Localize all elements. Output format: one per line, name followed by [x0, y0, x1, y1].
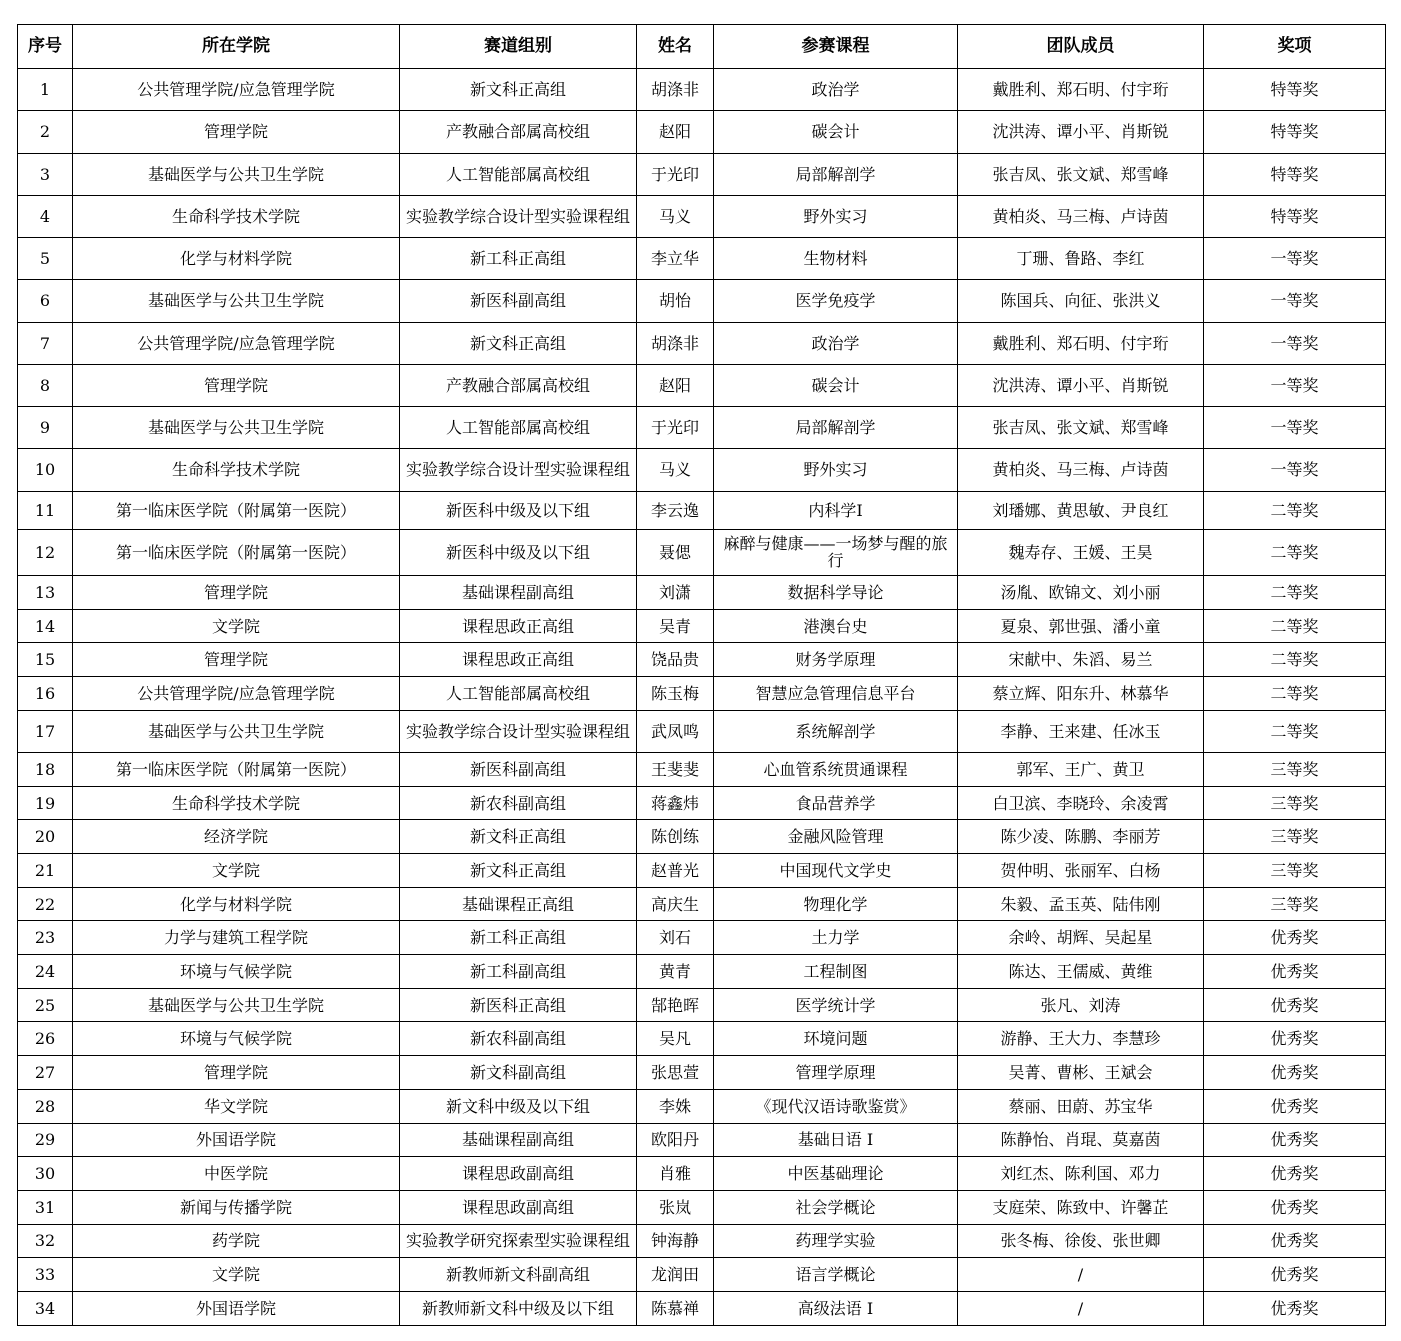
cell-team: 刘红杰、陈利国、邓力	[958, 1157, 1204, 1191]
cell-award: 一等奖	[1204, 364, 1386, 406]
cell-course: 财务学原理	[714, 643, 958, 677]
cell-name: 赵阳	[637, 364, 714, 406]
cell-team: 朱毅、孟玉英、陆伟刚	[958, 887, 1204, 921]
cell-team: 沈洪涛、谭小平、肖斯锐	[958, 111, 1204, 153]
table-row	[18, 854, 1386, 888]
cell-award: 二等奖	[1204, 710, 1386, 752]
cell-award: 二等奖	[1204, 643, 1386, 677]
cell-team: /	[958, 1258, 1204, 1292]
cell-award: 二等奖	[1204, 677, 1386, 711]
cell-award: 三等奖	[1204, 752, 1386, 786]
cell-name: 胡涤非	[637, 69, 714, 111]
cell-award: 特等奖	[1204, 195, 1386, 237]
table-row	[18, 1224, 1386, 1258]
cell-name: 吴凡	[637, 1022, 714, 1056]
cell-track: 课程思政正高组	[400, 643, 637, 677]
cell-team: 郭军、王广、黄卫	[958, 752, 1204, 786]
cell-award: 三等奖	[1204, 887, 1386, 921]
cell-name: 蒋鑫炜	[637, 786, 714, 820]
cell-track: 新文科正高组	[400, 69, 637, 111]
header-row	[18, 25, 1386, 69]
cell-team: 沈洪涛、谭小平、肖斯锐	[958, 364, 1204, 406]
cell-college: 管理学院	[73, 575, 400, 609]
cell-track: 新工科正高组	[400, 238, 637, 280]
cell-team: 白卫滨、李晓玲、余凌霄	[958, 786, 1204, 820]
cell-index: 12	[18, 529, 73, 575]
cell-course: 局部解剖学	[714, 407, 958, 449]
cell-team: 贺仲明、张丽军、白杨	[958, 854, 1204, 888]
table-row	[18, 921, 1386, 955]
table-row	[18, 407, 1386, 449]
cell-name: 于光印	[637, 407, 714, 449]
table-row	[18, 575, 1386, 609]
cell-name: 肖雅	[637, 1157, 714, 1191]
cell-course: 中医基础理论	[714, 1157, 958, 1191]
cell-index: 10	[18, 449, 73, 491]
cell-college: 第一临床医学院（附属第一医院）	[73, 491, 400, 529]
cell-college: 管理学院	[73, 111, 400, 153]
cell-index: 18	[18, 752, 73, 786]
cell-award: 三等奖	[1204, 820, 1386, 854]
table-row	[18, 529, 1386, 575]
cell-team: 戴胜利、郑石明、付宇珩	[958, 322, 1204, 364]
cell-course: 系统解剖学	[714, 710, 958, 752]
cell-name: 钟海静	[637, 1224, 714, 1258]
cell-course: 土力学	[714, 921, 958, 955]
cell-track: 新文科中级及以下组	[400, 1089, 637, 1123]
cell-course: 碳会计	[714, 364, 958, 406]
cell-track: 新农科副高组	[400, 1022, 637, 1056]
cell-team: 蔡立辉、阳东升、林慕华	[958, 677, 1204, 711]
cell-track: 基础课程副高组	[400, 575, 637, 609]
cell-award: 优秀奖	[1204, 1224, 1386, 1258]
cell-college: 生命科学技术学院	[73, 195, 400, 237]
cell-index: 15	[18, 643, 73, 677]
cell-course: 医学免疫学	[714, 280, 958, 322]
table-row	[18, 609, 1386, 643]
cell-track: 新医科副高组	[400, 752, 637, 786]
cell-team: 夏泉、郭世强、潘小童	[958, 609, 1204, 643]
cell-track: 产教融合部属高校组	[400, 111, 637, 153]
table-row	[18, 820, 1386, 854]
cell-track: 基础课程正高组	[400, 887, 637, 921]
table-row	[18, 1123, 1386, 1157]
cell-name: 龙润田	[637, 1258, 714, 1292]
cell-course: 智慧应急管理信息平台	[714, 677, 958, 711]
cell-name: 李云逸	[637, 491, 714, 529]
cell-college: 环境与气候学院	[73, 955, 400, 989]
cell-college: 管理学院	[73, 364, 400, 406]
cell-team: 张冬梅、徐俊、张世卿	[958, 1224, 1204, 1258]
cell-index: 7	[18, 322, 73, 364]
cell-college: 基础医学与公共卫生学院	[73, 280, 400, 322]
header-team: 团队成员	[958, 25, 1204, 69]
table-row	[18, 1190, 1386, 1224]
cell-course: 碳会计	[714, 111, 958, 153]
cell-course: 医学统计学	[714, 988, 958, 1022]
cell-team: 戴胜利、郑石明、付宇珩	[958, 69, 1204, 111]
cell-college: 环境与气候学院	[73, 1022, 400, 1056]
cell-name: 于光印	[637, 153, 714, 195]
cell-team: 陈静怡、肖琨、莫嘉茵	[958, 1123, 1204, 1157]
cell-track: 新教师新文科副高组	[400, 1258, 637, 1292]
cell-name: 王斐斐	[637, 752, 714, 786]
cell-college: 公共管理学院/应急管理学院	[73, 69, 400, 111]
cell-award: 优秀奖	[1204, 1022, 1386, 1056]
cell-college: 药学院	[73, 1224, 400, 1258]
cell-course: 野外实习	[714, 195, 958, 237]
cell-track: 新医科中级及以下组	[400, 491, 637, 529]
cell-name: 胡涤非	[637, 322, 714, 364]
cell-team: 游静、王大力、李慧珍	[958, 1022, 1204, 1056]
cell-course: 食品营养学	[714, 786, 958, 820]
cell-college: 第一临床医学院（附属第一医院）	[73, 752, 400, 786]
cell-name: 欧阳丹	[637, 1123, 714, 1157]
table-row	[18, 1022, 1386, 1056]
cell-course: 局部解剖学	[714, 153, 958, 195]
cell-course: 高级法语 I	[714, 1291, 958, 1325]
table-row	[18, 955, 1386, 989]
cell-track: 实验教学综合设计型实验课程组	[400, 195, 637, 237]
cell-name: 高庆生	[637, 887, 714, 921]
cell-college: 公共管理学院/应急管理学院	[73, 322, 400, 364]
cell-index: 20	[18, 820, 73, 854]
cell-index: 19	[18, 786, 73, 820]
cell-award: 优秀奖	[1204, 1291, 1386, 1325]
table-row	[18, 988, 1386, 1022]
cell-team: 张凡、刘涛	[958, 988, 1204, 1022]
cell-course: 药理学实验	[714, 1224, 958, 1258]
cell-college: 文学院	[73, 609, 400, 643]
header-award: 奖项	[1204, 25, 1386, 69]
cell-team: 蔡丽、田蔚、苏宝华	[958, 1089, 1204, 1123]
cell-college: 力学与建筑工程学院	[73, 921, 400, 955]
cell-course: 政治学	[714, 69, 958, 111]
awards-table	[17, 24, 1386, 1326]
cell-course: 物理化学	[714, 887, 958, 921]
cell-college: 基础医学与公共卫生学院	[73, 710, 400, 752]
cell-track: 新文科正高组	[400, 820, 637, 854]
table-row	[18, 786, 1386, 820]
cell-course: 麻醉与健康——一场梦与醒的旅行	[714, 529, 958, 575]
cell-college: 新闻与传播学院	[73, 1190, 400, 1224]
cell-track: 人工智能部属高校组	[400, 153, 637, 195]
cell-award: 优秀奖	[1204, 988, 1386, 1022]
cell-award: 优秀奖	[1204, 1157, 1386, 1191]
cell-index: 16	[18, 677, 73, 711]
table-row	[18, 322, 1386, 364]
cell-track: 新医科正高组	[400, 988, 637, 1022]
cell-course: 管理学原理	[714, 1056, 958, 1090]
header-college: 所在学院	[73, 25, 400, 69]
cell-course: 生物材料	[714, 238, 958, 280]
cell-name: 张岚	[637, 1190, 714, 1224]
table-row	[18, 491, 1386, 529]
cell-name: 武凤鸣	[637, 710, 714, 752]
cell-index: 30	[18, 1157, 73, 1191]
cell-award: 优秀奖	[1204, 955, 1386, 989]
cell-name: 陈创练	[637, 820, 714, 854]
cell-index: 8	[18, 364, 73, 406]
cell-course: 金融风险管理	[714, 820, 958, 854]
header-course: 参赛课程	[714, 25, 958, 69]
table-row	[18, 677, 1386, 711]
cell-award: 二等奖	[1204, 491, 1386, 529]
table-row	[18, 111, 1386, 153]
table-row	[18, 1056, 1386, 1090]
table-row	[18, 1291, 1386, 1325]
cell-course: 心血管系统贯通课程	[714, 752, 958, 786]
cell-name: 李立华	[637, 238, 714, 280]
cell-award: 一等奖	[1204, 449, 1386, 491]
cell-index: 26	[18, 1022, 73, 1056]
cell-track: 实验教学综合设计型实验课程组	[400, 710, 637, 752]
cell-track: 新工科正高组	[400, 921, 637, 955]
table-row	[18, 643, 1386, 677]
cell-team: 余岭、胡辉、吴起星	[958, 921, 1204, 955]
cell-course: 工程制图	[714, 955, 958, 989]
cell-track: 人工智能部属高校组	[400, 407, 637, 449]
cell-college: 生命科学技术学院	[73, 449, 400, 491]
cell-college: 管理学院	[73, 643, 400, 677]
cell-name: 黄青	[637, 955, 714, 989]
table-row	[18, 1089, 1386, 1123]
header-index: 序号	[18, 25, 73, 69]
cell-award: 优秀奖	[1204, 1123, 1386, 1157]
cell-index: 32	[18, 1224, 73, 1258]
cell-index: 3	[18, 153, 73, 195]
cell-team: 张吉凤、张文斌、郑雪峰	[958, 407, 1204, 449]
cell-name: 胡怡	[637, 280, 714, 322]
cell-college: 基础医学与公共卫生学院	[73, 407, 400, 449]
table-row	[18, 887, 1386, 921]
cell-team: 黄柏炎、马三梅、卢诗茵	[958, 195, 1204, 237]
cell-name: 陈慕禅	[637, 1291, 714, 1325]
cell-index: 34	[18, 1291, 73, 1325]
cell-name: 刘石	[637, 921, 714, 955]
cell-team: 陈达、王儒威、黄维	[958, 955, 1204, 989]
cell-index: 28	[18, 1089, 73, 1123]
cell-award: 特等奖	[1204, 69, 1386, 111]
cell-team: 刘璠娜、黄思敏、尹良红	[958, 491, 1204, 529]
cell-college: 华文学院	[73, 1089, 400, 1123]
cell-course: 数据科学导论	[714, 575, 958, 609]
cell-award: 优秀奖	[1204, 921, 1386, 955]
cell-college: 化学与材料学院	[73, 238, 400, 280]
cell-college: 基础医学与公共卫生学院	[73, 153, 400, 195]
cell-name: 马义	[637, 449, 714, 491]
cell-index: 27	[18, 1056, 73, 1090]
cell-award: 二等奖	[1204, 609, 1386, 643]
cell-college: 化学与材料学院	[73, 887, 400, 921]
cell-award: 一等奖	[1204, 407, 1386, 449]
cell-name: 李姝	[637, 1089, 714, 1123]
cell-course: 社会学概论	[714, 1190, 958, 1224]
cell-course: 基础日语 I	[714, 1123, 958, 1157]
cell-name: 马义	[637, 195, 714, 237]
table-row	[18, 364, 1386, 406]
cell-name: 聂偲	[637, 529, 714, 575]
cell-index: 1	[18, 69, 73, 111]
cell-track: 基础课程副高组	[400, 1123, 637, 1157]
cell-track: 新文科正高组	[400, 854, 637, 888]
cell-name: 陈玉梅	[637, 677, 714, 711]
cell-team: 魏寿存、王媛、王昊	[958, 529, 1204, 575]
cell-index: 13	[18, 575, 73, 609]
cell-index: 22	[18, 887, 73, 921]
cell-team: 汤胤、欧锦文、刘小丽	[958, 575, 1204, 609]
cell-track: 产教融合部属高校组	[400, 364, 637, 406]
cell-track: 新医科中级及以下组	[400, 529, 637, 575]
header-track: 赛道组别	[400, 25, 637, 69]
cell-award: 一等奖	[1204, 238, 1386, 280]
cell-index: 23	[18, 921, 73, 955]
cell-award: 优秀奖	[1204, 1089, 1386, 1123]
cell-course: 中国现代文学史	[714, 854, 958, 888]
cell-track: 人工智能部属高校组	[400, 677, 637, 711]
cell-index: 9	[18, 407, 73, 449]
cell-team: 黄柏炎、马三梅、卢诗茵	[958, 449, 1204, 491]
cell-index: 25	[18, 988, 73, 1022]
cell-index: 4	[18, 195, 73, 237]
cell-team: /	[958, 1291, 1204, 1325]
cell-track: 新文科副高组	[400, 1056, 637, 1090]
cell-team: 宋献中、朱滔、易兰	[958, 643, 1204, 677]
cell-college: 外国语学院	[73, 1291, 400, 1325]
cell-team: 李静、王来建、任冰玉	[958, 710, 1204, 752]
table-row	[18, 69, 1386, 111]
cell-award: 特等奖	[1204, 111, 1386, 153]
cell-name: 饶品贵	[637, 643, 714, 677]
cell-course: 语言学概论	[714, 1258, 958, 1292]
cell-track: 新教师新文科中级及以下组	[400, 1291, 637, 1325]
cell-track: 新医科副高组	[400, 280, 637, 322]
table-row	[18, 153, 1386, 195]
cell-award: 优秀奖	[1204, 1258, 1386, 1292]
cell-track: 实验教学研究探索型实验课程组	[400, 1224, 637, 1258]
cell-track: 新文科正高组	[400, 322, 637, 364]
table-row	[18, 710, 1386, 752]
cell-index: 2	[18, 111, 73, 153]
cell-college: 中医学院	[73, 1157, 400, 1191]
cell-award: 优秀奖	[1204, 1190, 1386, 1224]
cell-award: 一等奖	[1204, 280, 1386, 322]
cell-track: 新工科副高组	[400, 955, 637, 989]
cell-name: 郜艳晖	[637, 988, 714, 1022]
cell-name: 赵普光	[637, 854, 714, 888]
cell-course: 政治学	[714, 322, 958, 364]
cell-team: 陈国兵、向征、张洪义	[958, 280, 1204, 322]
cell-name: 张思萱	[637, 1056, 714, 1090]
cell-track: 实验教学综合设计型实验课程组	[400, 449, 637, 491]
cell-award: 一等奖	[1204, 322, 1386, 364]
cell-team: 张吉凤、张文斌、郑雪峰	[958, 153, 1204, 195]
cell-award: 优秀奖	[1204, 1056, 1386, 1090]
cell-award: 三等奖	[1204, 786, 1386, 820]
table-row	[18, 449, 1386, 491]
table-row	[18, 238, 1386, 280]
cell-college: 第一临床医学院（附属第一医院）	[73, 529, 400, 575]
cell-index: 21	[18, 854, 73, 888]
cell-college: 外国语学院	[73, 1123, 400, 1157]
cell-index: 33	[18, 1258, 73, 1292]
table-row	[18, 752, 1386, 786]
cell-index: 5	[18, 238, 73, 280]
cell-college: 文学院	[73, 1258, 400, 1292]
cell-course: 港澳台史	[714, 609, 958, 643]
cell-team: 吴菁、曹彬、王斌会	[958, 1056, 1204, 1090]
cell-index: 24	[18, 955, 73, 989]
cell-index: 17	[18, 710, 73, 752]
cell-course: 《现代汉语诗歌鉴赏》	[714, 1089, 958, 1123]
cell-award: 二等奖	[1204, 529, 1386, 575]
cell-index: 6	[18, 280, 73, 322]
cell-course: 环境问题	[714, 1022, 958, 1056]
table-row	[18, 280, 1386, 322]
cell-course: 内科学I	[714, 491, 958, 529]
cell-award: 二等奖	[1204, 575, 1386, 609]
cell-college: 管理学院	[73, 1056, 400, 1090]
cell-college: 经济学院	[73, 820, 400, 854]
cell-track: 课程思政副高组	[400, 1190, 637, 1224]
cell-course: 野外实习	[714, 449, 958, 491]
header-name: 姓名	[637, 25, 714, 69]
cell-college: 公共管理学院/应急管理学院	[73, 677, 400, 711]
table-row	[18, 195, 1386, 237]
cell-track: 课程思政正高组	[400, 609, 637, 643]
cell-award: 特等奖	[1204, 153, 1386, 195]
table-body	[18, 69, 1386, 1326]
table-row	[18, 1157, 1386, 1191]
cell-college: 文学院	[73, 854, 400, 888]
cell-index: 31	[18, 1190, 73, 1224]
cell-award: 三等奖	[1204, 854, 1386, 888]
cell-college: 生命科学技术学院	[73, 786, 400, 820]
cell-team: 支庭荣、陈致中、许馨芷	[958, 1190, 1204, 1224]
cell-name: 吴青	[637, 609, 714, 643]
cell-name: 刘潇	[637, 575, 714, 609]
cell-team: 丁珊、鲁路、李红	[958, 238, 1204, 280]
cell-index: 11	[18, 491, 73, 529]
table-row	[18, 1258, 1386, 1292]
cell-team: 陈少凌、陈鹏、李丽芳	[958, 820, 1204, 854]
cell-track: 课程思政副高组	[400, 1157, 637, 1191]
cell-name: 赵阳	[637, 111, 714, 153]
cell-index: 14	[18, 609, 73, 643]
cell-college: 基础医学与公共卫生学院	[73, 988, 400, 1022]
cell-index: 29	[18, 1123, 73, 1157]
cell-track: 新农科副高组	[400, 786, 637, 820]
